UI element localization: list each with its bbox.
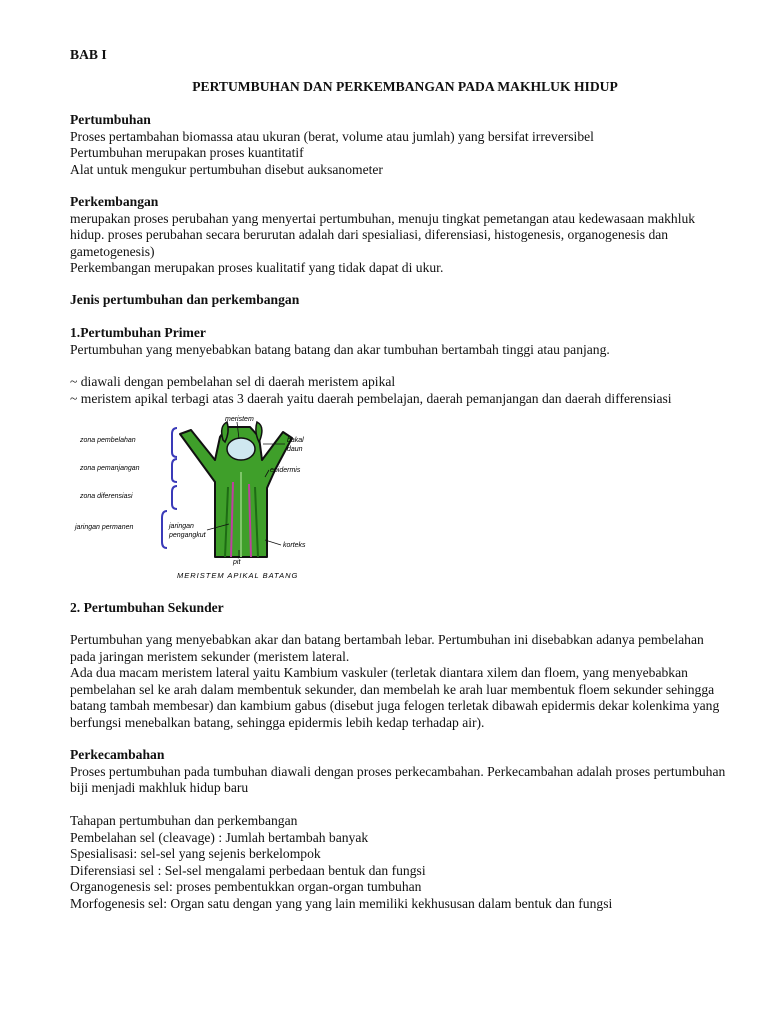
heading-jenis: Jenis pertumbuhan dan perkembangan <box>70 292 300 307</box>
label-daun: daun <box>287 446 303 453</box>
primer-bullets <box>70 374 740 407</box>
label-bakal: bakal <box>287 437 304 444</box>
heading-perkembangan: Perkembangan <box>70 194 159 209</box>
meristem-figure <box>65 412 355 587</box>
text-line: gametogenesis) <box>70 243 155 259</box>
meristem-diagram <box>65 412 355 587</box>
label-pengangkut: pengangkut <box>169 532 206 539</box>
section-pertumbuhan <box>70 112 740 178</box>
text-line: merupakan proses perubahan yang menyertai pertumbuhan, menuju tingkat pemetangan atau kedewasaan makhluk <box>70 210 696 226</box>
heading-sekunder: 2. Pertumbuhan Sekunder <box>70 600 224 615</box>
zone-label: zona diferensiasi <box>80 493 133 500</box>
zone-label: jaringan permanen <box>75 524 134 531</box>
heading-pertumbuhan: Pertumbuhan <box>70 112 151 127</box>
text-line: Perkembangan merupakan proses kualitatif yang tidak dapat di ukur. <box>70 260 444 275</box>
section-perkembangan <box>70 194 740 277</box>
text-line: Ada dua macam meristem lateral yaitu Kambium vaskuler (terletak diantara xilem dan floem, yang menyebabkan <box>70 665 688 680</box>
section-sekunder <box>70 632 740 731</box>
text-line: hidup. proses perubahan secara berurutan adalah dari spesialiasi, diferensiasi, histogenesis, organogenesis dan <box>70 227 669 242</box>
meristem-dome <box>227 438 255 460</box>
text-line: pembelahan sel ke arah dalam membentuk sekunder, dan membelah ke arah luar membentuk floem sekunder sehingga <box>70 681 715 697</box>
zone-label: zona pemanjangan <box>80 465 140 472</box>
zone-label: zona pembelahan <box>80 437 136 444</box>
page-title: PERTUMBUHAN DAN PERKEMBANGAN PADA MAKHLUK HIDUP <box>192 79 618 94</box>
section-tahapan <box>70 813 740 912</box>
bullet-line: ~ meristem apikal terbagi atas 3 daerah yaitu daerah pembelajan, daerah pemanjangan dan daerah differensiasi <box>70 390 672 406</box>
zone-brackets <box>162 428 177 548</box>
label-pit: pit <box>233 559 241 566</box>
bracket <box>172 459 177 482</box>
label-korteks: korteks <box>283 542 306 549</box>
text-line: Morfogenesis sel: Organ satu dengan yang yang lain memiliki kekhususan dalam bentuk dan fungsi <box>70 895 613 911</box>
text-line: Pertumbuhan merupakan proses kuantitatif <box>70 145 304 160</box>
bracket <box>172 428 177 457</box>
figure-caption: MERISTEM APIKAL BATANG <box>177 571 299 580</box>
text-line: Proses pertambahan biomassa atau ukuran (berat, volume atau jumlah) yang bersifat irreversibel <box>70 128 594 144</box>
text-line: Pembelahan sel (cleavage) : Jumlah bertambah banyak <box>70 829 369 845</box>
chapter-label: BAB I <box>70 47 107 62</box>
label-meristem: meristem <box>225 416 254 423</box>
label-jaringan: jaringan <box>169 523 194 530</box>
heading-perkecambahan: Perkecambahan <box>70 747 165 762</box>
section-perkecambahan <box>70 747 740 797</box>
text-line: biji menjadi makhluk hidup baru <box>70 780 249 795</box>
text-line: Pertumbuhan yang menyebabkan batang batang dan akar tumbuhan bertambah tinggi atau panjang. <box>70 341 610 357</box>
text-line: Organogenesis sel: proses pembentukkan organ-organ tumbuhan <box>70 879 422 894</box>
text-line: Proses pertumbuhan pada tumbuhan diawali dengan proses perkecambahan. Perkecambahan adalah proses pertumbuhan <box>70 763 726 779</box>
heading-primer: 1.Pertumbuhan Primer <box>70 325 206 340</box>
text-line: Spesialisasi: sel-sel yang sejenis berkelompok <box>70 846 321 861</box>
bullet-line: ~ diawali dengan pembelahan sel di daerah meristem apikal <box>70 374 396 389</box>
text-line: Alat untuk mengukur pertumbuhan disebut auksanometer <box>70 161 383 177</box>
text-line: batang tambah membesar) dan kambium gabus (disebut juga felogen terletak dibawah epidermis dekar kolenkima yang <box>70 698 720 713</box>
text-line: berfungsi menebalkan batang, sehingga epidermis lebih kedap terhadap air). <box>70 714 485 730</box>
bracket <box>172 486 177 509</box>
label-epidermis: epidermis <box>270 467 301 474</box>
text-line: pada jaringan meristem sekunder (meristem lateral. <box>70 648 350 664</box>
bracket <box>162 511 167 548</box>
text-line: Diferensiasi sel : Sel-sel mengalami perbedaan bentuk dan fungsi <box>70 862 426 878</box>
section-primer <box>70 325 740 358</box>
text-line: Tahapan pertumbuhan dan perkembangan <box>70 813 298 828</box>
text-line: Pertumbuhan yang menyebabkan akar dan batang bertambah lebar. Pertumbuhan ini disebabkan adanya pembelahan <box>70 632 704 647</box>
